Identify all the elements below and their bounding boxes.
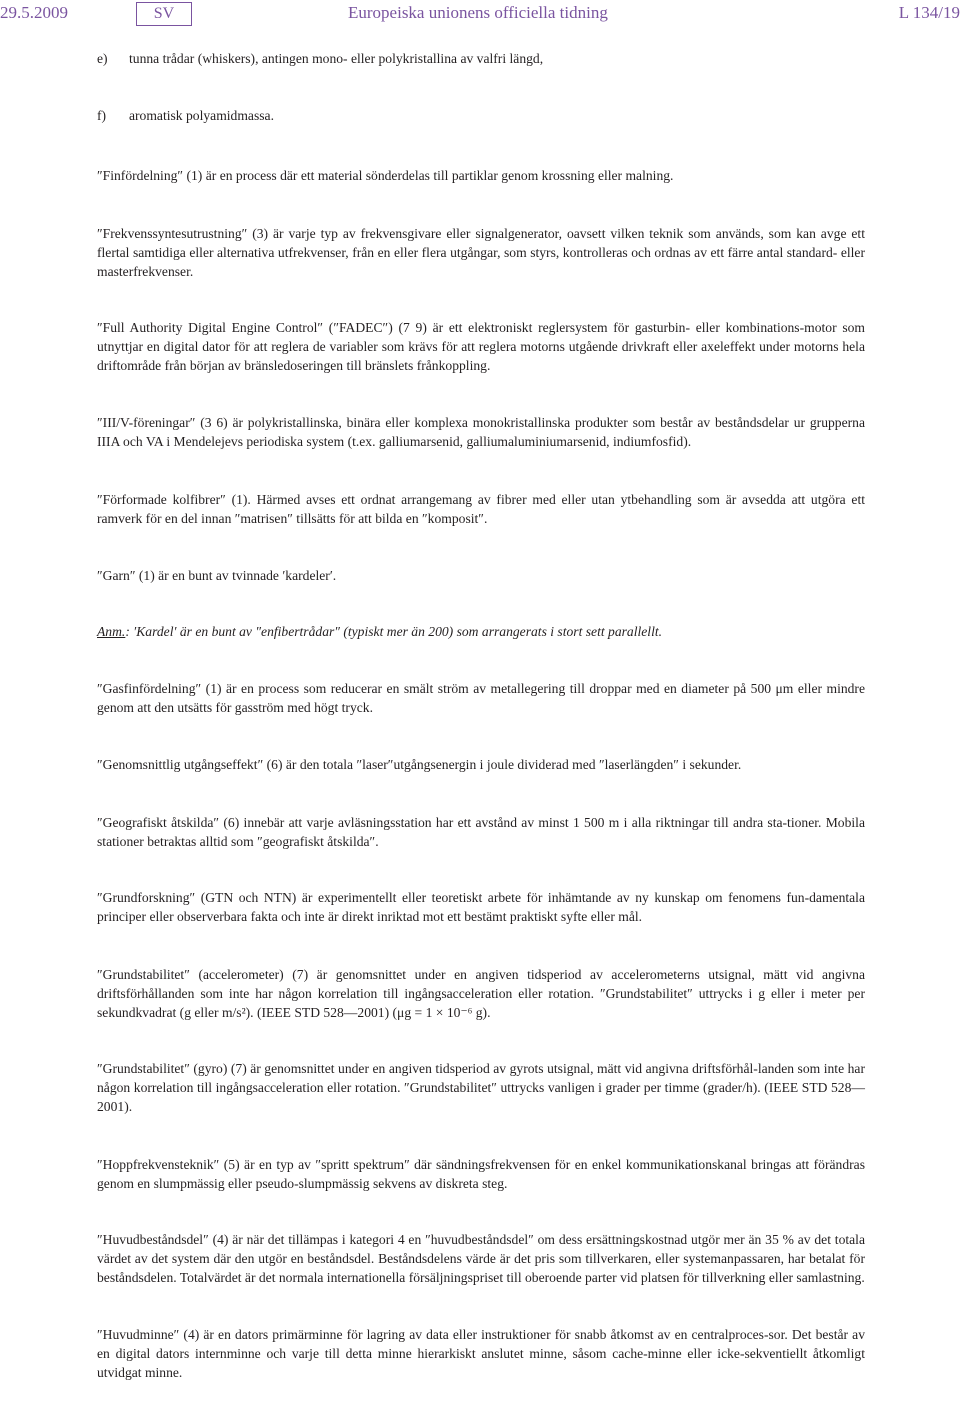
list-item-letter: f) (97, 108, 107, 123)
definition-paragraph: ″Garn″ (1) är en bunt av tvinnade ′kardeler′. (97, 568, 337, 583)
definition-paragraph: ″Geografiskt åtskilda″ (6) innebär att varje avläsningsstation har ett avstånd av minst 1 500 m i alla riktningar till andra sta-tioner. Mobila stationer betraktas alltid som ″geografiskt åtskilda″. (97, 815, 865, 850)
definition-paragraph: ″Huvudminne″ (4) är en dators primärminne för lagring av data eller instruktioner för snabb åtkomst av en centralproces-sor. Det består av en digital dators internminne och varje till detta minne hierarkiskt anslutet minne, såsom cache-minne eller icke-sekventiellt åtkomligt utvidgat minne. (97, 1327, 865, 1381)
note-colon: : (125, 624, 130, 639)
note-label: Anm. (97, 624, 126, 639)
journal-title: Europeiska unionens officiella tidning (348, 3, 608, 22)
publication-date: 29.5.2009 (0, 3, 68, 22)
definition-paragraph: ″Full Authority Digital Engine Control″ (″FADEC″) (7 9) är ett elektroniskt reglersystem för gasturbin- eller kombinations-motor som utnyttjar en digital dator för att reglera de variabler som krävs för att reglera motorns utgående drivkraft eller axeleffekt under motorns hela driftområde från början av bränsledoseringen till bränslets frånkoppling. (97, 320, 865, 374)
definition-paragraph: ″Finfördelning″ (1) är en process där ett material sönderdelas till partiklar genom krossning eller malning. (97, 168, 674, 183)
definition-paragraph: ″Grundstabilitet″ (gyro) (7) är genomsnittet under en angiven tidsperiod av gyrots utsignal, mätt vid angivna driftsförhål-landen som inte har någon korrelation till ingångsacceleration eller rotation. ″Grundstabilitet″ uttrycks vanligen i grader per timme (grader/h). (IEEE STD 528—2001). (97, 1061, 865, 1115)
page-header (0, 0, 960, 28)
language-box: SV (136, 2, 192, 26)
definition-paragraph: ″Frekvenssyntesutrustning″ (3) är varje typ av frekvensgivare eller signalgenerator, oavsett vilken teknik som används, som kan avge ett flertal samtidiga eller alternativa utfrekvenser, från en eller flera utgångar, som styrs, kontrolleras och ordnas av ett färre antal standard- eller masterfrekvenser. (97, 226, 865, 280)
definition-paragraph: ″Gasfinfördelning″ (1) är en process som reducerar en smält ström av metallegering till droppar med en diameter på 500 μm eller mindre genom att den utsätts för gasström med högt tryck. (97, 681, 865, 716)
note-paragraph (97, 622, 865, 641)
definition-paragraph: ″Genomsnittlig utgångseffekt″ (6) är den totala ″laser″utgångsenergin i joule dividerad med ″laserlängden″ i sekunder. (97, 757, 742, 772)
list-item-text: aromatisk polyamidmassa. (129, 108, 274, 123)
definition-paragraph: ″Hoppfrekvensteknik″ (5) är en typ av ″spritt spektrum″ där sändningsfrekvensen för en enkel kommunikationskanal bringas att förändras genom en slumpmässig eller pseudo-slumpmässig sekvens av diskreta steg. (97, 1157, 865, 1192)
definition-paragraph: ″Grundforskning″ (GTN och NTN) är experimentellt eller teoretiskt arbete för inhämtande av ny kunskap om fenomens fun-damentala principer eller observerbara fakta och inte är direkt inriktad mot ett bestämt praktiskt syfte eller mål. (97, 890, 865, 925)
definition-paragraph: ″III/V-föreningar″ (3 6) är polykristallinska, binära eller komplexa monokristallinska produkter som består av beståndsdelar ur grupperna IIIA och VA i Mendelejevs periodiska system (t.ex. galliumarsenid, galliumaluminiumarsenid, indiumfosfid). (97, 415, 865, 450)
list-item-letter: e) (97, 51, 108, 66)
page-number: L 134/19 (898, 3, 960, 22)
definition-paragraph: ″Huvudbeståndsdel″ (4) är när det tillämpas i kategori 4 en ″huvudbeståndsdel″ om dess ersättningskostnad utgör mer än 35 % av det totala värdet av det system där den utgör en beståndsdel. Beståndsdelens värde är det pris som tillverkaren, eller systemanpassaren, har betalat för beståndsdelen. Totalvärdet är det normala internationella försäljningspriset till oberoende parter vid platsen för tillverkning eller samlastning. (97, 1232, 865, 1286)
definition-paragraph: ″Förformade kolfibrer″ (1). Härmed avses ett ordnat arrangemang av fibrer med eller utan ytbehandling som är avsedda att utgöra ett ramverk för en del innan ″matrisen″ tillsätts för att bilda en ″komposit″. (97, 492, 865, 527)
definition-paragraph: ″Grundstabilitet″ (accelerometer) (7) är genomsnittet under en angiven tidsperiod av accelerometerns utsignal, mätt vid angivna driftsförhållanden som inte har någon korrelation till ingångsacceleration eller rotation. ″Grundstabilitet″ uttrycks i g eller i meter per sekundkvadrat (g eller m/s²). (IEEE STD 528—2001) (μg = 1 × 10⁻⁶ g). (97, 967, 865, 1021)
note-text: ′Kardel′ är en bunt av ″enfibertrådar″ (typiskt mer än 200) som arrangerats i stort sett parallellt. (129, 624, 663, 639)
list-item-text: tunna trådar (whiskers), antingen mono- eller polykristallina av valfri längd, (129, 51, 544, 66)
